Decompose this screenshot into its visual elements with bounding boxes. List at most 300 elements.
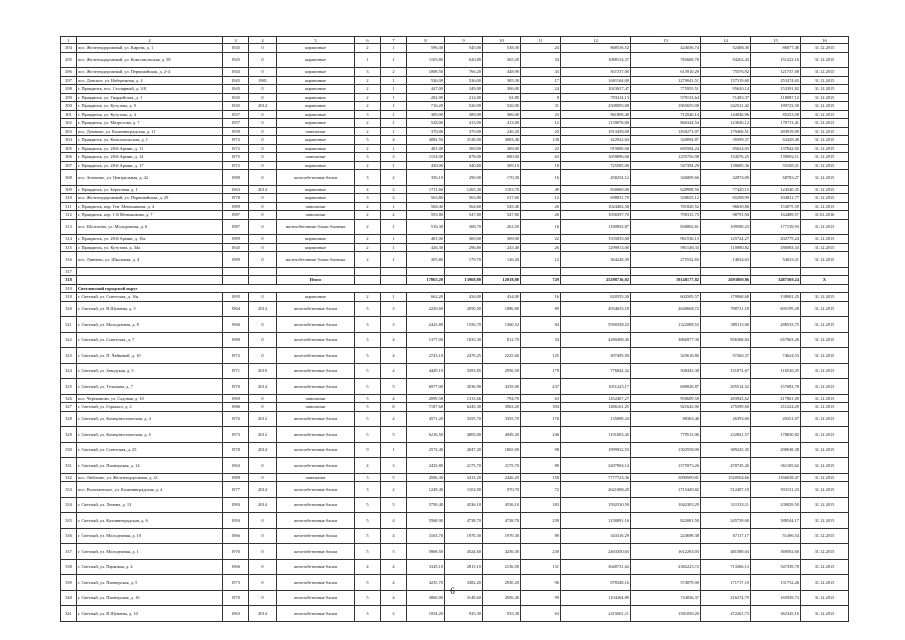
data-cell: 24	[521, 44, 561, 53]
row-number-cell: 320	[61, 301, 77, 317]
data-cell	[407, 267, 445, 276]
data-cell: 1989	[223, 202, 249, 211]
data-cell: кирпичные	[277, 110, 355, 119]
row-number-cell: 301	[61, 110, 77, 119]
data-cell: 88363,46	[631, 411, 701, 427]
data-cell: 2415601,11	[561, 606, 631, 622]
data-cell: 3	[381, 301, 407, 317]
data-cell: 430,00	[407, 161, 445, 170]
data-cell: 1249,40	[407, 482, 445, 498]
table-row	[61, 102, 849, 111]
data-cell: 179460,51	[701, 127, 751, 136]
data-cell: 2	[355, 293, 381, 302]
data-cell: 369,00	[445, 235, 483, 244]
document-page	[60, 36, 848, 622]
data-cell: 26	[521, 211, 561, 220]
data-cell: 80	[521, 458, 561, 474]
address-cell: г. Светлый, ул. П. Чайковой, д. 10	[77, 348, 223, 364]
address-cell: пос. Железнодорожный, ул. Кирова, д. 1	[77, 44, 223, 53]
data-cell: панельные	[277, 394, 355, 403]
row-number-cell: 305	[61, 144, 77, 153]
data-cell: 4	[381, 394, 407, 403]
address-cell: г. Светлый, ул. Горького, д. 2	[77, 403, 223, 412]
data-cell: 0	[249, 317, 277, 333]
data-cell: 31.12.2015	[801, 473, 849, 482]
data-cell: 0	[249, 575, 277, 591]
data-cell: 237	[521, 379, 561, 395]
data-cell: 3345,10	[407, 559, 445, 575]
address-cell: г. Правдинск, ул. Береговая, д. 1	[77, 185, 223, 194]
data-cell: 776842,32	[561, 363, 631, 379]
data-cell: 1966	[223, 559, 249, 575]
data-cell: 164489,57	[751, 211, 801, 220]
data-cell: 389,00	[445, 110, 483, 119]
data-cell: 31.12.2015	[801, 559, 849, 575]
data-cell: 3640731,62	[561, 559, 631, 575]
data-cell: 0	[249, 513, 277, 529]
data-cell: 98791,94	[701, 211, 751, 220]
data-cell: 1612263,03	[631, 544, 701, 560]
table-row	[61, 85, 849, 94]
data-cell: 2382223,72	[631, 559, 701, 575]
data-cell: 205514,52	[701, 379, 751, 395]
data-cell: железобетонные блоки	[277, 332, 355, 348]
data-cell: 5590358,23	[561, 317, 631, 333]
data-cell: 4235,70	[407, 575, 445, 591]
data-cell: 31.01.2016	[801, 211, 849, 220]
data-cell: 1987	[223, 211, 249, 220]
data-cell: 22	[521, 235, 561, 244]
data-cell: 31.12.2015	[801, 85, 849, 94]
data-cell: 1302558,00	[631, 442, 701, 458]
data-cell: 6245,30	[445, 403, 483, 412]
data-cell: 0	[249, 110, 277, 119]
data-cell: 179968,68	[701, 293, 751, 302]
data-cell: 2	[381, 170, 407, 186]
row-number-cell: 306	[61, 153, 77, 162]
data-cell: 2433,80	[407, 458, 445, 474]
data-cell: 2640668,72	[631, 301, 701, 317]
data-cell: 605199,28	[751, 301, 801, 317]
data-cell: 5	[355, 411, 381, 427]
data-cell: 724036,37	[631, 590, 701, 606]
row-number-cell: 313	[61, 219, 77, 235]
data-cell: 4738,70	[445, 513, 483, 529]
data-cell: 31.12.2015	[801, 202, 849, 211]
data-cell: 362345,16	[751, 606, 801, 622]
data-cell: 1984	[223, 497, 249, 513]
data-cell: 2047,20	[445, 442, 483, 458]
column-number-cell: 12	[561, 37, 631, 44]
data-cell: 1973	[223, 427, 249, 443]
data-cell: 3355,70	[483, 411, 521, 427]
address-cell: г. Светлый, ул. Молодежная, д. 1	[77, 544, 223, 560]
data-cell: 5	[355, 427, 381, 443]
data-cell: 613910,29	[631, 68, 701, 77]
data-cell: 4738,70	[483, 513, 521, 529]
data-cell: 1959	[223, 127, 249, 136]
data-cell: 49	[521, 185, 561, 194]
data-cell: 596,30	[407, 44, 445, 53]
address-cell: пос. Люблино, ул. Железнодорожная, д. 21	[77, 473, 223, 482]
data-cell: 4335,00	[483, 379, 521, 395]
page-number: 6	[450, 586, 455, 596]
data-cell: 2014	[249, 185, 277, 194]
data-cell: 472261,73	[701, 606, 751, 622]
data-cell: железобетонные блоки	[277, 411, 355, 427]
data-cell: 2956,50	[483, 363, 521, 379]
data-cell: 1	[381, 93, 407, 102]
data-cell: 290,00	[445, 170, 483, 186]
data-cell: 202775,24	[751, 235, 801, 244]
data-cell: 5	[381, 544, 407, 560]
data-cell: 5	[355, 403, 381, 412]
data-cell: 346809,66	[631, 170, 701, 186]
data-cell: 568,40	[407, 202, 445, 211]
data-cell: 12	[521, 119, 561, 128]
data-cell: 434,00	[445, 293, 483, 302]
data-cell: 394	[521, 403, 561, 412]
data-cell: 31.12.2015	[801, 219, 849, 235]
data-cell: 868516,52	[561, 44, 631, 53]
address-cell: пос. Зеленино, ул. Центральная, д. 42	[77, 170, 223, 186]
data-cell: 171717,10	[701, 575, 751, 591]
data-cell: 790315,75	[631, 211, 701, 220]
data-cell: 212,00	[445, 93, 483, 102]
data-cell: 1191003,45	[561, 427, 631, 443]
data-cell: 866344,54	[631, 119, 701, 128]
address-cell: г. Правдинск, ул. 28-й Армии, д. 17	[77, 161, 223, 170]
column-number-cell: 5	[277, 37, 355, 44]
data-cell: 1	[381, 161, 407, 170]
data-cell: 71493,37	[701, 93, 751, 102]
column-number-cell: 1	[61, 37, 77, 44]
data-cell: 67117,17	[701, 528, 751, 544]
data-cell: 5568,90	[407, 513, 445, 529]
data-cell: 245739,00	[701, 513, 751, 529]
data-cell: 5	[355, 363, 381, 379]
data-cell: железобетонные блоки	[277, 482, 355, 498]
data-cell: 157519,60	[701, 76, 751, 85]
data-cell: 1972	[223, 136, 249, 145]
address-cell: г. Светлый, ул. Молодежная, д. 10	[77, 528, 223, 544]
data-cell: 1966	[223, 317, 249, 333]
data-cell: 26393,60	[701, 411, 751, 427]
data-cell: 31.12.2015	[801, 76, 849, 85]
data-cell: 413,00	[483, 119, 521, 128]
row-number-cell: 303	[61, 127, 77, 136]
data-cell: 1995	[223, 293, 249, 302]
data-cell: 31.12.2015	[801, 575, 849, 591]
data-cell: панельные	[277, 211, 355, 220]
data-cell: 65298,99	[701, 194, 751, 203]
data-cell	[801, 267, 849, 276]
data-cell: 820555,30	[561, 293, 631, 302]
data-cell: 63	[521, 153, 561, 162]
data-cell: 2	[355, 219, 381, 235]
data-cell: 766,20	[445, 68, 483, 77]
data-cell: 0	[249, 458, 277, 474]
data-cell: 31.12.2015	[801, 44, 849, 53]
total-row	[61, 276, 849, 285]
data-cell: 935,30	[483, 606, 521, 622]
data-cell: 2	[355, 243, 381, 252]
data-cell: 1377,00	[407, 332, 445, 348]
data-cell: 1	[381, 219, 407, 235]
data-cell: 1	[381, 52, 407, 68]
data-cell: 0	[249, 68, 277, 77]
data-cell: кирпичные	[277, 293, 355, 302]
row-number-cell: 334	[61, 497, 77, 513]
data-cell: 1023637,47	[561, 85, 631, 94]
data-cell: 680,00	[483, 153, 521, 162]
data-cell: 63,80	[483, 93, 521, 102]
data-cell: 135009,24	[561, 411, 631, 427]
table-row	[61, 559, 849, 575]
data-cell: 2175,70	[445, 458, 483, 474]
data-cell: 1	[355, 52, 381, 68]
data-cell: 1945	[223, 44, 249, 53]
data-cell: железобетонные блоки блочные	[277, 219, 355, 235]
data-cell: 1	[381, 119, 407, 128]
data-cell: 2014	[249, 301, 277, 317]
data-cell: 4	[381, 590, 407, 606]
data-cell: 2050,50	[445, 301, 483, 317]
column-number-cell: 9	[445, 37, 483, 44]
data-cell: железобетонные блоки	[277, 427, 355, 443]
data-cell: 370,00	[407, 127, 445, 136]
data-cell: 1970	[223, 590, 249, 606]
data-cell: 3163,70	[407, 528, 445, 544]
data-cell: кирпичные	[277, 44, 355, 53]
column-number-cell: 2	[77, 37, 223, 44]
data-cell: 3860,00	[407, 590, 445, 606]
data-cell: панельные	[277, 473, 355, 482]
housing-register-table	[60, 36, 849, 622]
data-cell: 343316,29	[561, 528, 631, 544]
data-cell: 0	[249, 243, 277, 252]
data-cell: 961809,40	[561, 110, 631, 119]
data-cell: 189723,50	[751, 102, 801, 111]
data-cell: 921642,00	[631, 403, 701, 412]
data-cell: 5968,50	[407, 544, 445, 560]
address-cell: пос. Шолохово, ул. Молодежная, д. 6	[77, 219, 223, 235]
data-cell: 481580,04	[701, 544, 751, 560]
data-cell: 19148177,82	[631, 276, 701, 285]
data-cell: 2012	[249, 427, 277, 443]
table-row	[61, 194, 849, 203]
data-cell: 3083,40	[483, 136, 521, 145]
data-cell: 2	[355, 211, 381, 220]
data-cell: 31.12.2015	[801, 394, 849, 403]
address-cell: пос. Железнодорожный, ул. Комсомольская, д. 58	[77, 52, 223, 68]
data-cell: 31.12.2015	[801, 153, 849, 162]
data-cell: 370,00	[445, 127, 483, 136]
data-cell: 2	[381, 194, 407, 203]
row-number-cell: 298	[61, 85, 77, 94]
data-cell: 5090509,81	[631, 473, 701, 482]
address-cell: г. Правдинск, ул. Кутузова, д. 9	[77, 102, 223, 111]
data-cell: панельные	[277, 202, 355, 211]
data-cell: 23	[521, 110, 561, 119]
table-row	[61, 513, 849, 529]
data-cell: 5	[355, 136, 381, 145]
data-cell: 309,10	[483, 161, 521, 170]
data-cell: 7777723,36	[561, 473, 631, 482]
data-cell: 0	[249, 161, 277, 170]
data-cell	[381, 267, 407, 276]
data-cell: 3382,20	[445, 575, 483, 591]
data-cell: 94262,43	[701, 52, 751, 68]
data-cell: 1	[381, 85, 407, 94]
data-cell: 296,80	[445, 243, 483, 252]
data-cell: 1105,80	[407, 52, 445, 68]
data-cell: 526,90	[445, 102, 483, 111]
data-cell: 158	[521, 473, 561, 482]
data-cell: кирпичные	[277, 52, 355, 68]
data-cell	[483, 267, 521, 276]
data-cell: 5	[355, 513, 381, 529]
data-cell: 96	[521, 575, 561, 591]
data-cell: 765668,78	[631, 52, 701, 68]
data-cell: 4	[381, 528, 407, 544]
data-cell: 31.12.2015	[801, 301, 849, 317]
data-cell: кирпичные	[277, 194, 355, 203]
data-cell: 725585,00	[561, 161, 631, 170]
data-cell: 4803,00	[445, 427, 483, 443]
data-cell: железобетонные блоки	[277, 497, 355, 513]
data-cell: 42874,09	[701, 170, 751, 186]
data-cell: 413,00	[445, 119, 483, 128]
address-cell: г. Светлый, ул. Заводская, д. 5	[77, 363, 223, 379]
data-cell: 422922,64	[561, 136, 631, 145]
data-cell: 1183,70	[483, 185, 521, 194]
data-cell: 18	[521, 161, 561, 170]
data-cell: 811537,00	[561, 68, 631, 77]
data-cell: кирпичные	[277, 144, 355, 153]
data-cell: 528655,12	[631, 194, 701, 203]
data-cell: 563,80	[407, 194, 445, 203]
row-number-cell: 323	[61, 348, 77, 364]
row-number-cell: 338	[61, 559, 77, 575]
data-cell: 0	[249, 473, 277, 482]
data-cell: 830069,00	[561, 185, 631, 194]
data-cell: 97260,37	[701, 348, 751, 364]
data-cell: 1154,00	[407, 153, 445, 162]
data-cell: 3963,20	[483, 403, 521, 412]
data-cell: 72	[521, 482, 561, 498]
data-cell: железобетонные блоки	[277, 317, 355, 333]
data-cell: 547,80	[445, 211, 483, 220]
data-cell: кирпичные	[277, 93, 355, 102]
address-cell: г. Правдинск, ул. Матросова, д. 7	[77, 119, 223, 128]
data-cell: 95620,14	[701, 85, 751, 94]
data-cell: 0	[249, 194, 277, 203]
data-cell: 1977	[223, 482, 249, 498]
data-cell: 5	[381, 473, 407, 482]
data-cell: железобетонные блоки	[277, 363, 355, 379]
data-cell: 2	[355, 235, 381, 244]
data-cell: 34	[521, 52, 561, 68]
data-cell: 448,90	[483, 68, 521, 77]
data-cell: 3355,70	[445, 411, 483, 427]
data-cell: 0	[249, 44, 277, 53]
data-cell: 2	[355, 85, 381, 94]
row-number-cell: 341	[61, 606, 77, 622]
data-cell	[249, 267, 277, 276]
data-cell: 2229,60	[407, 301, 445, 317]
data-cell: 170,30	[483, 170, 521, 186]
data-cell: 512407,10	[701, 482, 751, 498]
table-row	[61, 127, 849, 136]
table-row	[61, 301, 849, 317]
data-cell: 86077,48	[751, 44, 801, 53]
data-cell: 426,30	[407, 243, 445, 252]
row-number-cell: 315	[61, 243, 77, 252]
data-cell: 2621008,20	[561, 482, 631, 498]
row-number-cell: 297	[61, 76, 77, 85]
data-cell: 0	[249, 144, 277, 153]
address-cell: г. Правдинск, пер. 1-й Меньшикова, д. 7	[77, 211, 223, 220]
data-cell	[751, 267, 801, 276]
data-cell	[381, 276, 407, 285]
table-row	[61, 76, 849, 85]
data-cell: 2	[381, 185, 407, 194]
data-cell: 526,00	[407, 76, 445, 85]
data-cell: 4	[381, 348, 407, 364]
data-cell: 4	[381, 559, 407, 575]
data-cell: 288533,75	[751, 317, 801, 333]
row-number-cell: 327	[61, 403, 77, 412]
table-row	[61, 442, 849, 458]
data-cell: 481,00	[407, 144, 445, 153]
data-cell: 3393,85	[445, 363, 483, 379]
data-cell: 275399,60	[701, 403, 751, 412]
data-cell: 349,00	[445, 85, 483, 94]
data-cell: 25	[521, 127, 561, 136]
data-cell: 2	[355, 252, 381, 268]
data-cell: 54633,31	[751, 252, 801, 268]
column-number-cell: 13	[631, 37, 701, 44]
data-cell: 4	[381, 136, 407, 145]
data-cell: 788731,18	[701, 301, 751, 317]
data-cell: 2	[355, 119, 381, 128]
data-cell: 1313,66	[445, 394, 483, 403]
data-cell: 361185,62	[751, 458, 801, 474]
data-cell: 1965655,08	[631, 102, 701, 111]
data-cell: 5	[381, 379, 407, 395]
data-cell: 0	[249, 202, 277, 211]
row-number-cell: 335	[61, 513, 77, 529]
row-number-cell: 333	[61, 482, 77, 498]
data-cell: 2815,10	[445, 559, 483, 575]
data-cell: 1452407,27	[561, 394, 631, 403]
row-number-cell: 332	[61, 473, 77, 482]
data-cell: 1104264,89	[561, 590, 631, 606]
data-cell: 688026,87	[631, 379, 701, 395]
data-cell: 1166658,47	[751, 473, 801, 482]
data-cell: панельные	[277, 403, 355, 412]
data-cell: 2423,80	[407, 317, 445, 333]
data-cell: 0	[249, 332, 277, 348]
row-number-cell: 326	[61, 394, 77, 403]
data-cell: 0	[249, 127, 277, 136]
row-number-cell: 325	[61, 379, 77, 395]
data-cell: 0	[249, 52, 277, 68]
data-cell: 159092,11	[751, 153, 801, 162]
data-cell: 2014	[249, 102, 277, 111]
column-number-cell: 16	[801, 37, 849, 44]
